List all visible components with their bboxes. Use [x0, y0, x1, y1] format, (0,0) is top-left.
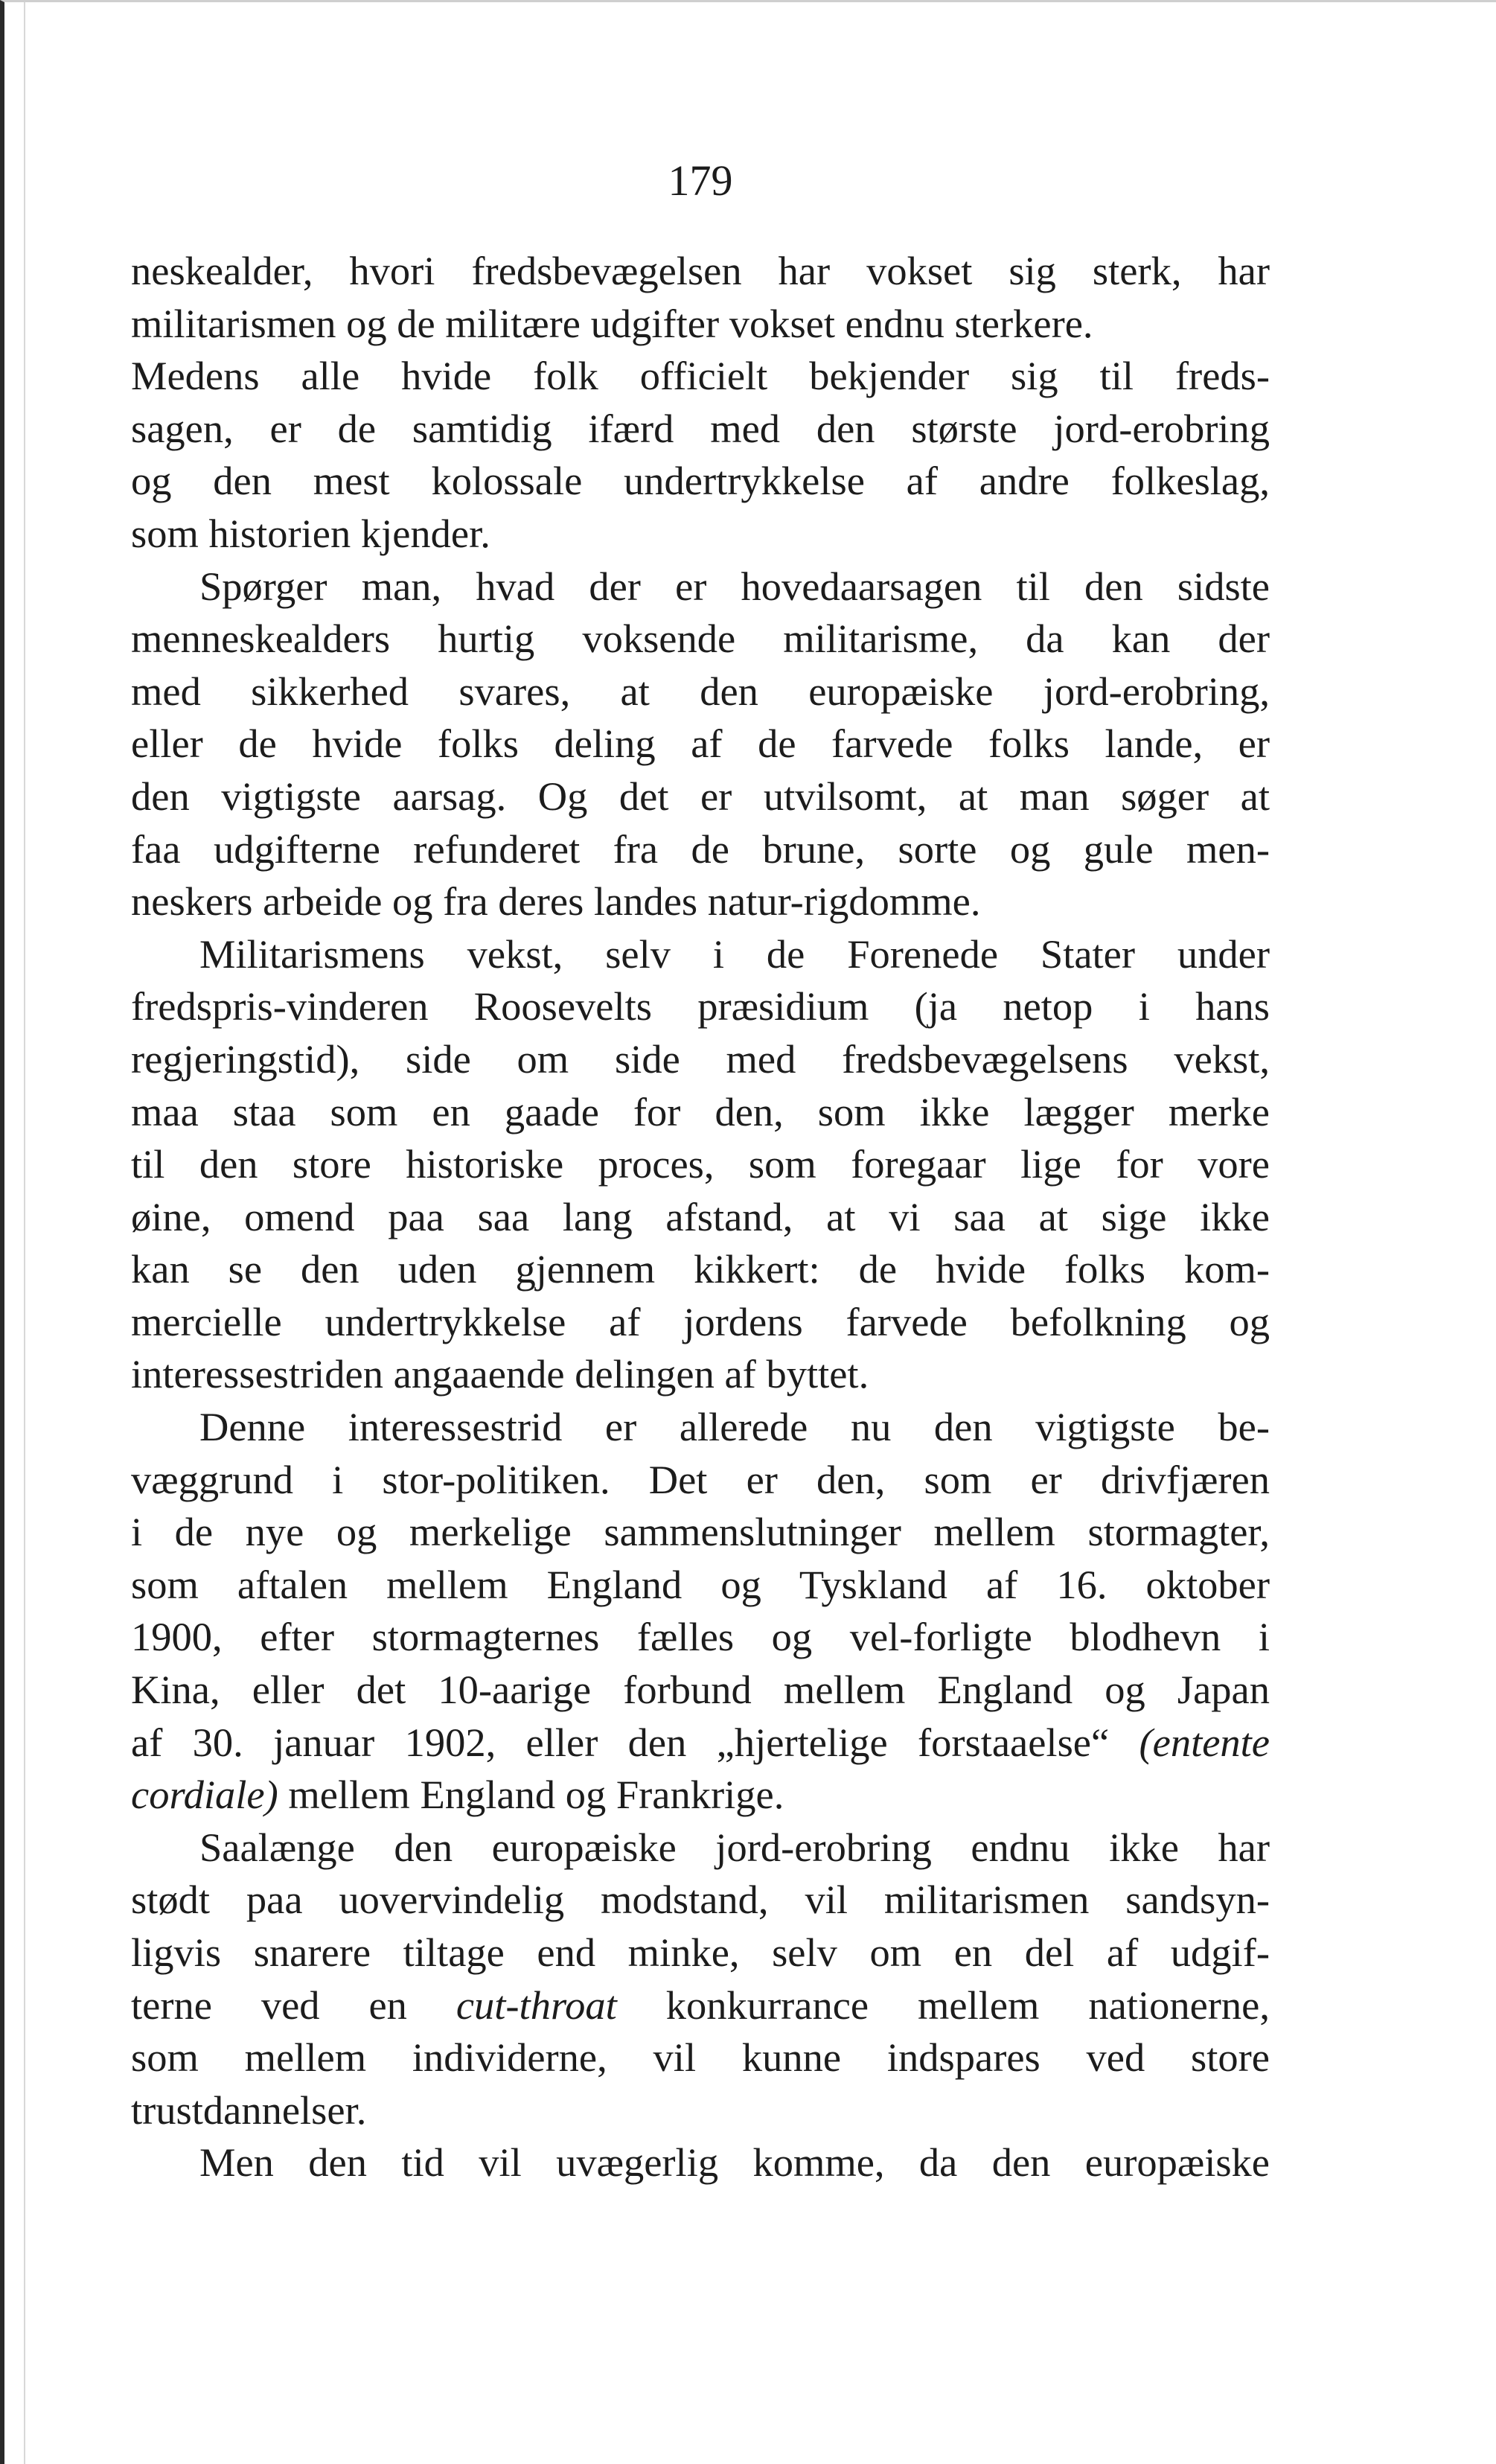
text-line — [131, 455, 1270, 508]
page-number: 179 — [668, 156, 733, 205]
text-line — [131, 403, 1270, 456]
line-text: konkurrance mellem nationerne, — [665, 1982, 1270, 2028]
text-line — [131, 1296, 1270, 1349]
text-line — [131, 1506, 1270, 1559]
line-text: den vigtigste aarsag. Og det er utvilsomt, at man søger at — [131, 773, 1270, 819]
italic-text: cordiale) — [131, 1772, 278, 1818]
line-text: sagen, er de samtidig ifærd med den største jord-erobring — [131, 405, 1270, 451]
line-text: Militarismens vekst, selv i de Forenede Stater under — [199, 931, 1270, 977]
line-text: som mellem individerne, vil kunne indspares ved store — [131, 2034, 1270, 2081]
text-line — [131, 1243, 1270, 1296]
text-line — [131, 508, 1270, 561]
line-text: mercielle undertrykkelse af jordens farvede befolkning og — [131, 1298, 1270, 1344]
line-text: i de nye og merkelige sammenslutninger mellem stormagter, — [131, 1509, 1270, 1555]
line-text: ligvis snarere tiltage end minke, selv om en del af udgif- — [131, 1930, 1270, 1975]
line-text: neskealder, hvori fredsbevægelsen har vokset sig sterk, har — [131, 248, 1270, 293]
line-text: maa staa som en gaade for den, som ikke lægger merke — [131, 1088, 1270, 1134]
body-text — [131, 245, 1270, 2189]
line-text: faa udgifterne refunderet fra de brune, sorte og gule men- — [131, 826, 1270, 872]
text-line — [131, 613, 1270, 666]
line-text: militarismen og de militære udgifter vokset endnu sterkere. — [131, 300, 1093, 346]
text-line — [131, 1769, 1270, 1822]
text-line — [131, 1664, 1270, 1717]
text-line — [131, 1348, 1270, 1401]
line-text: terne ved en — [131, 1982, 407, 2028]
text-line — [131, 245, 1270, 298]
text-line — [131, 350, 1270, 403]
text-line — [131, 666, 1270, 718]
line-text: væggrund i stor-politiken. Det er den, som er drivfjæren — [131, 1456, 1270, 1502]
text-line — [131, 823, 1270, 876]
text-line — [131, 1611, 1270, 1664]
italic-text: cut-throat — [455, 1982, 617, 2028]
italic-text: (entente — [1139, 1719, 1270, 1765]
page-edge-shadow — [24, 2, 25, 2464]
text-line — [131, 718, 1270, 770]
line-text: Saalænge den europæiske jord-erobring endnu ikke har — [199, 1824, 1270, 1870]
text-line — [131, 1191, 1270, 1244]
line-text: regjeringstid), side om side med fredsbevægelsens vekst, — [131, 1035, 1270, 1082]
text-line — [131, 1979, 1270, 2032]
text-line — [131, 928, 1270, 981]
text-line — [131, 980, 1270, 1033]
text-line — [131, 1086, 1270, 1139]
line-text: Denne interessestrid er allerede nu den vigtigste be- — [199, 1404, 1270, 1450]
line-text: eller de hvide folks deling af de farvede folks lande, er — [131, 721, 1270, 767]
line-text: interessestriden angaaende delingen af byttet. — [131, 1351, 869, 1397]
line-text: og den mest kolossale undertrykkelse af andre folkeslag, — [131, 458, 1270, 504]
line-text: som aftalen mellem England og Tyskland af 16. oktober — [131, 1561, 1270, 1607]
line-text: som historien kjender. — [131, 510, 490, 556]
text-line — [131, 561, 1270, 613]
text-line — [131, 298, 1270, 351]
text-line — [131, 2084, 1270, 2137]
line-text: fredspris-vinderen Roosevelts præsidium (ja netop i hans — [131, 983, 1270, 1030]
line-text: trustdannelser. — [131, 2087, 367, 2133]
line-text: med sikkerhed svares, at den europæiske jord-erobring, — [131, 668, 1270, 714]
text-line — [131, 1927, 1270, 1979]
text-line — [131, 2136, 1270, 2189]
line-text: Medens alle hvide folk officielt bekjender sig til freds- — [131, 353, 1270, 399]
text-line — [131, 1033, 1270, 1086]
line-text: øine, omend paa saa lang afstand, at vi saa at sige ikke — [131, 1193, 1270, 1239]
text-line — [131, 1401, 1270, 1454]
text-line — [131, 1559, 1270, 1612]
line-text: stødt paa uovervindelig modstand, vil militarismen sandsyn- — [131, 1877, 1270, 1923]
text-line — [131, 1454, 1270, 1507]
line-text: neskers arbeide og fra deres landes natur-rigdomme. — [131, 878, 981, 925]
text-line — [131, 2031, 1270, 2084]
line-text: Men den tid vil uvægerlig komme, da den europæiske — [199, 2139, 1270, 2186]
line-text: Kina, eller det 10-aarige forbund mellem England og Japan — [131, 1667, 1270, 1713]
line-text: Spørger man, hvad der er hovedaarsagen til den sidste — [199, 563, 1270, 609]
line-text: mellem England og Frankrige. — [288, 1772, 784, 1818]
text-line — [131, 1717, 1270, 1769]
text-line — [131, 1822, 1270, 1874]
text-line — [131, 875, 1270, 928]
text-line — [131, 1138, 1270, 1191]
line-text: 1900, efter stormagternes fælles og vel-forligte blodhevn i — [131, 1614, 1270, 1660]
text-line — [131, 770, 1270, 823]
text-line — [131, 1874, 1270, 1927]
line-text: af 30. januar 1902, eller den „hjertelige forstaaelse“ — [131, 1719, 1110, 1765]
line-text: kan se den uden gjennem kikkert: de hvide folks kom- — [131, 1246, 1270, 1292]
line-text: menneskealders hurtig voksende militarisme, da kan der — [131, 616, 1270, 662]
line-text: til den store historiske proces, som foregaar lige for vore — [131, 1141, 1270, 1187]
